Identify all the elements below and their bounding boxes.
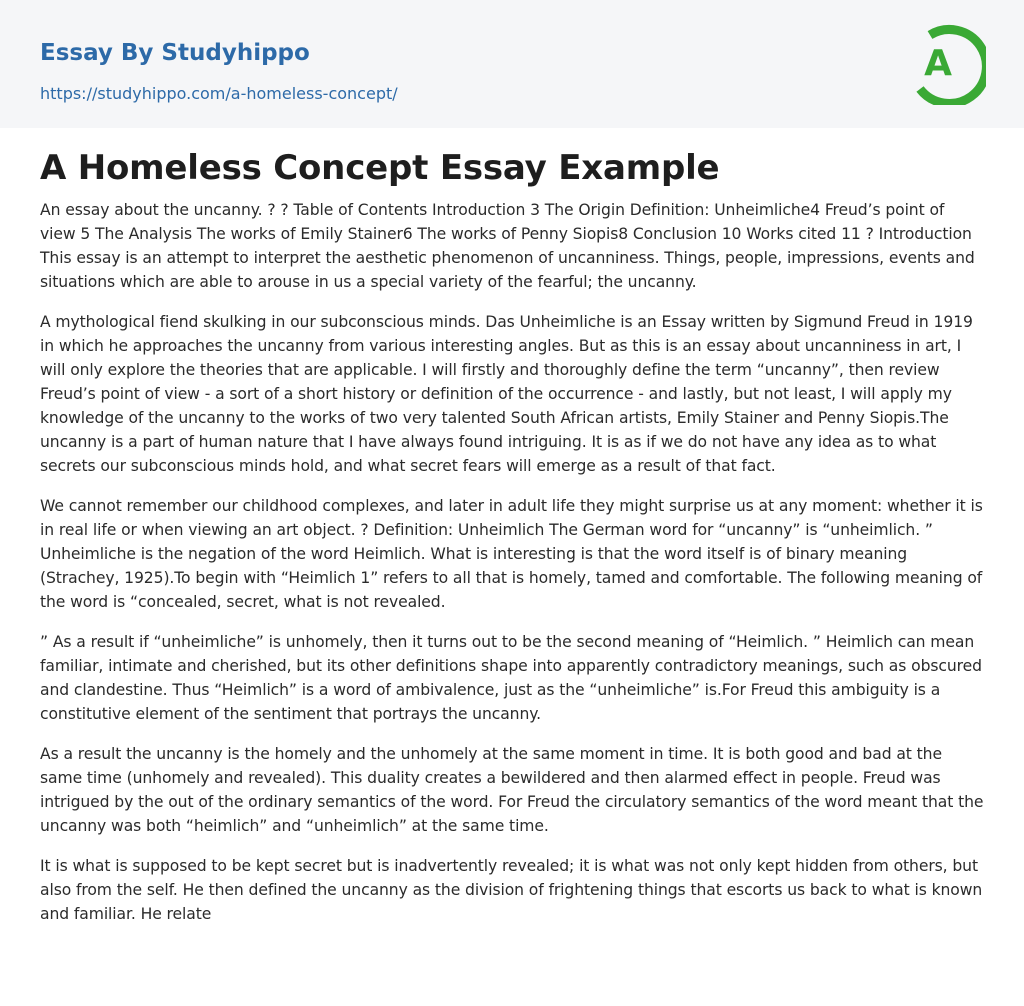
site-header [0, 0, 1024, 128]
article-paragraph-1: An essay about the uncanny. ? ? Table of Contents Introduction 3 The Origin Definition: Unheimliche4 Freud’s point of view 5 The Analysis The works of Emily Stainer6 The works of Penny Siopis8 Conclusion 10 Works cited 11 ? Introduction This essay is an attempt to interpret the aesthetic phenomenon of uncanniness. Things, people, impressions, events and situations which are able to arouse in us a special variety of the fearful; the uncanny. [40, 201, 975, 291]
article-title: A Homeless Concept Essay Example [40, 148, 720, 188]
article-paragraph-4: ” As a result if “unheimliche” is unhomely, then it turns out to be the second meaning of “Heimlich. ” Heimlich can mean familiar, intimate and cherished, but its other definitions shape into apparently contradictory meanings, such as obscured and clandestine. Thus “Heimlich” is a word of ambivalence, just as the “unheimliche” is.For Freud this ambiguity is a constitutive element of the sentiment that portrays the uncanny. [40, 633, 982, 723]
site-brand[interactable]: Essay By Studyhippo [40, 40, 310, 66]
article-paragraph-5: As a result the uncanny is the homely and the unhomely at the same moment in time. It is both good and bad at the same time (unhomely and revealed). This duality creates a bewildered and then alarmed effect in people. Freud was intrigued by the out of the ordinary semantics of the word. For Freud the circulatory semantics of the word meant that the uncanny was both “heimlich” and “unheimlich” at the same time. [40, 745, 984, 835]
article-paragraph-3: We cannot remember our childhood complexes, and later in adult life they might surprise us at any moment: whether it is in real life or when viewing an art object. ? Definition: Unheimlich The German word for “uncanny” is “unheimlich. ” Unheimliche is the negation of the word Heimlich. What is interesting is that the word itself is of binary meaning (Strachey, 1925).To begin with “Heimlich 1” refers to all that is homely, tamed and comfortable. The following meaning of the word is “concealed, secret, what is not revealed. [40, 497, 983, 611]
studyhippo-logo-icon[interactable] [912, 19, 986, 105]
essay-url-link[interactable]: https://studyhippo.com/a-homeless-concept/ [40, 84, 398, 103]
article-paragraph-6: It is what is supposed to be kept secret but is inadvertently revealed; it is what was not only kept hidden from others, but also from the self. He then defined the uncanny as the division of frightening things that escorts us back to what is known and familiar. He relate [40, 857, 983, 923]
article [40, 140, 984, 942]
logo-letter: A [924, 43, 952, 84]
article-paragraph-2: A mythological fiend skulking in our subconscious minds. Das Unheimliche is an Essay written by Sigmund Freud in 1919 in which he approaches the uncanny from various interesting angles. But as this is an essay about uncanniness in art, I will only explore the theories that are applicable. I will firstly and thoroughly define the term “uncanny”, then review Freud’s point of view - a sort of a short history or definition of the occurrence - and lastly, but not least, I will apply my knowledge of the uncanny to the works of two very talented South African artists, Emily Stainer and Penny Siopis.The uncanny is a part of human nature that I have always found intriguing. It is as if we do not have any idea as to what secrets our subconscious minds hold, and what secret fears will emerge as a result of that fact. [40, 313, 973, 475]
